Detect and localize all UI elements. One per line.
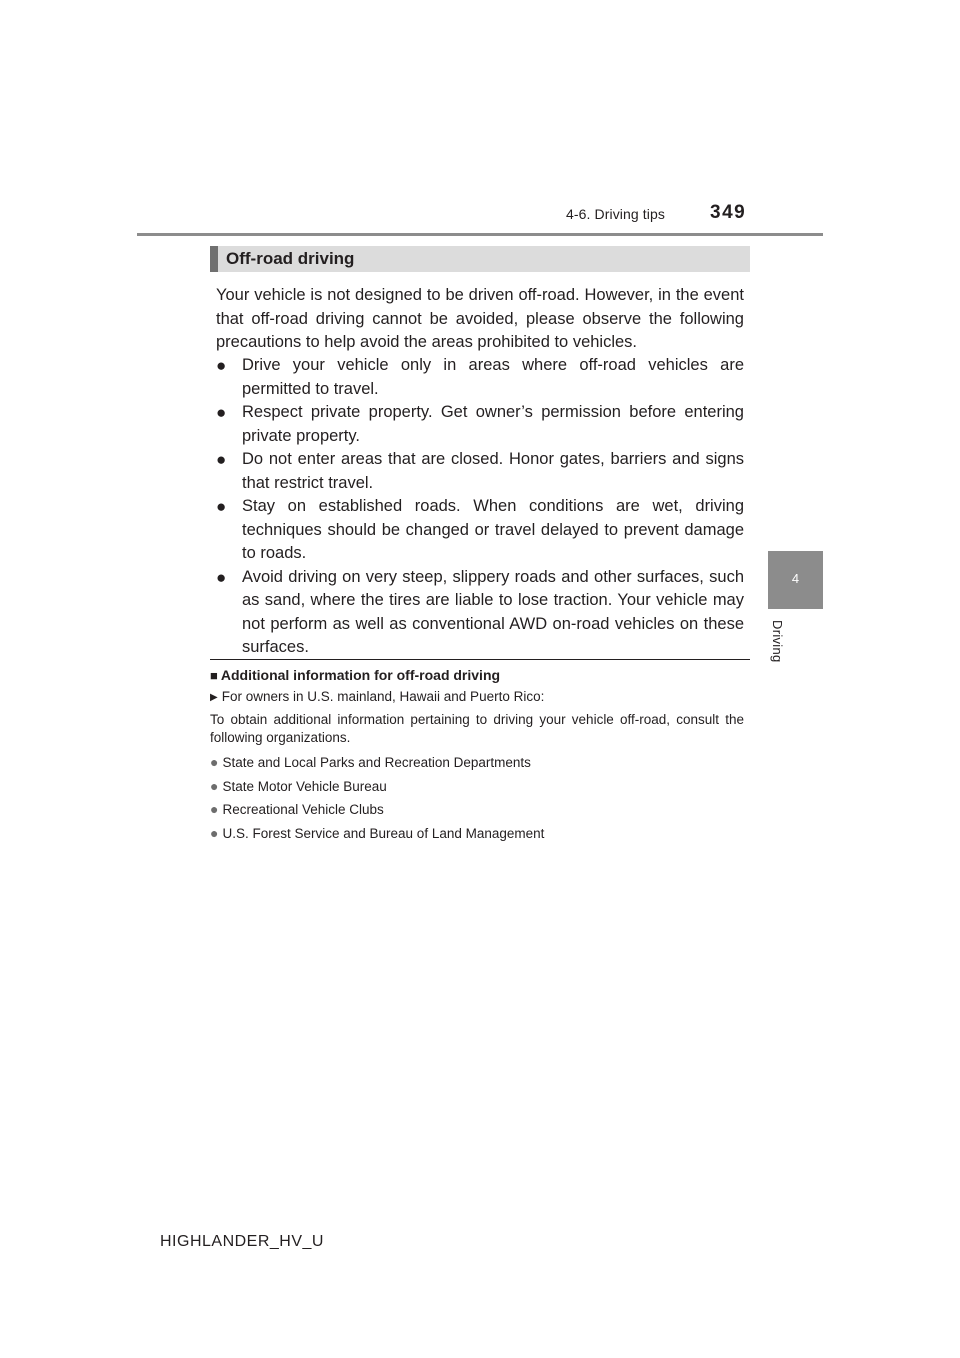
section-heading: Off-road driving bbox=[210, 246, 750, 272]
precautions-list bbox=[216, 354, 744, 660]
list-item-text: State and Local Parks and Recreation Departments bbox=[222, 755, 531, 770]
bullet-icon: ● bbox=[210, 777, 219, 794]
list-item-text: State Motor Vehicle Bureau bbox=[222, 778, 387, 794]
list-item-text: Respect private property. Get owner’s permission before entering private property. bbox=[242, 403, 744, 445]
list-item bbox=[216, 566, 744, 660]
chapter-label: Driving bbox=[770, 620, 785, 663]
list-item bbox=[216, 401, 744, 448]
header-section-title: 4-6. Driving tips bbox=[566, 206, 665, 222]
list-item-text: Recreational Vehicle Clubs bbox=[222, 802, 384, 818]
header-divider bbox=[137, 233, 823, 236]
intro-paragraph: Your vehicle is not designed to be driven off-road. However, in the event that off-road driving cannot be avoided, please observe the following precautions to help avoid the areas prohibited to vehicles. bbox=[216, 286, 744, 351]
list-item bbox=[210, 822, 544, 846]
model-code: HIGHLANDER_HV_U bbox=[160, 1233, 324, 1250]
chapter-number: 4 bbox=[791, 571, 800, 586]
list-item-text: Stay on established roads. When conditions are wet, driving techniques should be changed or travel delayed to prevent damage to roads. bbox=[242, 497, 744, 562]
chapter-tab bbox=[768, 551, 823, 609]
list-item bbox=[210, 751, 544, 775]
triangle-right-icon: ▶ bbox=[210, 692, 218, 703]
list-item bbox=[216, 354, 744, 401]
list-item bbox=[216, 495, 744, 566]
square-bullet-icon: ■ bbox=[210, 668, 218, 683]
list-item bbox=[210, 798, 544, 822]
list-item-text: Drive your vehicle only in areas where off-road vehicles are permitted to travel. bbox=[242, 356, 744, 398]
bullet-icon: ● bbox=[216, 497, 227, 516]
bullet-icon: ● bbox=[216, 356, 227, 375]
bullet-icon: ● bbox=[216, 450, 227, 469]
bullet-icon: ● bbox=[210, 801, 219, 818]
additional-divider bbox=[210, 659, 750, 660]
bullet-icon: ● bbox=[210, 825, 219, 842]
list-item bbox=[216, 448, 744, 495]
organizations-list bbox=[210, 751, 544, 846]
owners-note bbox=[210, 689, 544, 704]
page-number: 349 bbox=[710, 202, 747, 223]
bullet-icon: ● bbox=[216, 403, 227, 422]
bullet-icon: ● bbox=[216, 567, 227, 587]
additional-heading-text: Additional information for off-road driving bbox=[220, 667, 501, 683]
list-item-text: Avoid driving on very steep, slippery roads and other surfaces, such as sand, where the tires are liable to lose traction. Your vehicle may not perform as well as conventional AWD on-road vehicles on these surfaces. bbox=[242, 567, 744, 656]
list-item-text: Do not enter areas that are closed. Honor gates, barriers and signs that restrict travel. bbox=[242, 450, 744, 492]
owners-note-text: For owners in U.S. mainland, Hawaii and Puerto Rico: bbox=[221, 689, 545, 704]
bullet-icon: ● bbox=[210, 754, 219, 770]
list-item bbox=[210, 775, 544, 799]
obtain-paragraph: To obtain additional information pertaining to driving your vehicle off-road, consult the following organizations. bbox=[210, 712, 744, 745]
list-item-text: U.S. Forest Service and Bureau of Land Management bbox=[222, 826, 545, 842]
additional-heading bbox=[210, 667, 500, 683]
